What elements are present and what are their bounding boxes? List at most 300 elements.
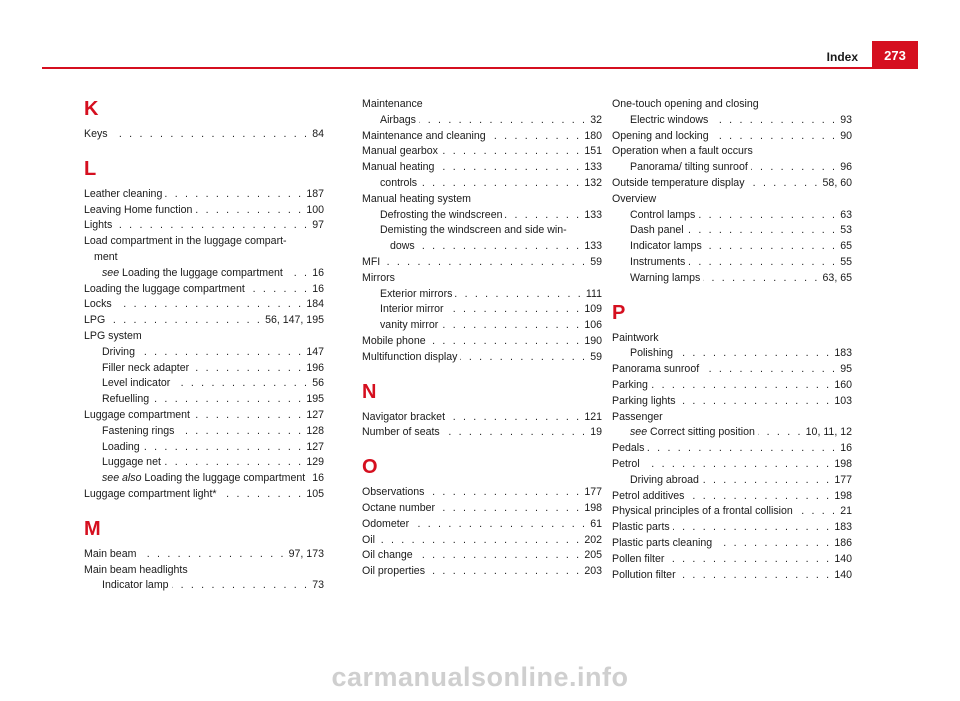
page-reference[interactable]: 183 <box>834 347 852 360</box>
index-entry[interactable] <box>612 552 852 568</box>
dot-leader <box>164 455 303 471</box>
index-subentry[interactable] <box>612 271 852 287</box>
entry-text: Parking lights <box>612 394 676 407</box>
index-subentry[interactable] <box>612 473 852 489</box>
index-entry[interactable] <box>612 504 852 520</box>
index-subentry[interactable] <box>84 392 324 408</box>
page-reference[interactable]: 58, 60 <box>822 176 852 189</box>
entry-text: Level indicator <box>102 377 171 390</box>
page-reference[interactable]: 121 <box>584 410 602 423</box>
page-reference[interactable]: 96 <box>840 161 852 174</box>
index-entry[interactable] <box>612 394 852 410</box>
entry-label <box>84 313 105 329</box>
index-subentry[interactable] <box>84 455 324 471</box>
entry-text: LPG <box>84 314 106 327</box>
entry-text: Observations <box>362 486 425 499</box>
index-subentry[interactable] <box>362 176 602 192</box>
entry-label <box>362 160 434 176</box>
page-reference[interactable]: 198 <box>584 501 602 514</box>
dot-leader <box>428 564 581 580</box>
entry-label <box>362 129 486 145</box>
index-heading: LPG system <box>84 329 142 342</box>
dot-leader <box>702 362 837 378</box>
entry-text: Electric windows <box>630 113 709 126</box>
entry-text: Manual heating <box>362 161 435 174</box>
index-subentry[interactable] <box>84 578 324 594</box>
entry-text: Keys <box>84 128 108 140</box>
page-reference[interactable]: 186 <box>834 536 852 549</box>
page-reference[interactable]: 203 <box>584 565 602 578</box>
index-entry[interactable] <box>612 378 852 394</box>
page-reference[interactable]: 109 <box>584 303 602 316</box>
dot-leader <box>177 424 303 440</box>
entry-label <box>84 282 245 298</box>
entry-label <box>102 578 169 594</box>
page-reference[interactable]: 133 <box>584 240 602 253</box>
entry-text: Navigator bracket <box>362 410 446 423</box>
page-reference[interactable]: 160 <box>834 378 852 391</box>
entry-label <box>362 564 425 580</box>
section-letter: N <box>362 380 377 403</box>
index-subentry[interactable] <box>84 345 324 361</box>
page-reference[interactable]: 106 <box>584 319 602 332</box>
index-subentry[interactable] <box>362 113 602 129</box>
dot-leader <box>702 473 831 489</box>
entry-text: Opening and locking <box>612 129 709 142</box>
index-entry[interactable] <box>612 457 852 473</box>
dot-leader <box>448 410 581 426</box>
page-reference[interactable]: 127 <box>306 440 324 453</box>
page-reference[interactable]: 100 <box>306 203 324 216</box>
entry-text: Petrol <box>612 457 640 470</box>
entry-label <box>612 552 664 568</box>
index-entry[interactable] <box>362 485 602 501</box>
entry-label <box>362 410 445 426</box>
index-entry[interactable] <box>84 313 324 329</box>
page-reference[interactable]: 151 <box>584 145 602 158</box>
index-subentry[interactable] <box>84 266 324 282</box>
page-reference[interactable]: 111 <box>585 287 602 300</box>
entry-text: Interior mirror <box>380 303 444 316</box>
page-header-title: Index <box>826 50 858 64</box>
dot-leader <box>138 345 303 361</box>
entry-text: Driving abroad <box>630 473 699 486</box>
dot-leader <box>143 440 304 456</box>
page-reference[interactable]: 133 <box>584 208 602 221</box>
entry-label <box>630 255 685 271</box>
entry-text: Oil change <box>362 549 413 562</box>
page-reference[interactable]: 55 <box>840 255 852 268</box>
page-reference[interactable]: 140 <box>834 552 852 565</box>
dot-leader <box>715 536 831 552</box>
index-subentry[interactable] <box>362 239 602 255</box>
entry-text: Leaving Home function <box>84 203 193 216</box>
page-reference[interactable]: 105 <box>306 487 324 500</box>
entry-text: Luggage compartment <box>84 408 191 421</box>
index-subentry[interactable] <box>612 346 852 362</box>
dot-leader <box>172 578 310 594</box>
cross-reference-prefix: see <box>630 426 648 439</box>
entry-text: Panorama/ tilting sunroof <box>630 161 748 174</box>
index-entry[interactable] <box>612 176 852 192</box>
index-entry[interactable] <box>84 203 324 219</box>
dot-leader <box>383 255 587 271</box>
entry-label <box>102 440 140 456</box>
dot-leader <box>460 350 587 366</box>
entry-text: Correct sitting position <box>650 426 755 439</box>
index-entry[interactable] <box>84 547 324 563</box>
index-entry[interactable] <box>362 517 602 533</box>
index-entry[interactable] <box>84 187 324 203</box>
page-reference[interactable]: 16 <box>840 442 852 455</box>
entry-label <box>612 394 676 410</box>
entry-label <box>362 144 438 160</box>
entry-label <box>612 520 670 536</box>
page-reference[interactable]: 59 <box>590 350 602 363</box>
page-reference[interactable]: 127 <box>306 408 324 421</box>
entry-label <box>630 113 708 129</box>
entry-text: Plastic parts cleaning <box>612 536 713 549</box>
index-entry[interactable] <box>612 129 852 145</box>
dot-leader <box>698 208 837 224</box>
index-subentry[interactable] <box>84 376 324 392</box>
page-number-badge: 273 <box>872 41 918 69</box>
dot-leader <box>378 533 581 549</box>
entry-label <box>102 424 174 440</box>
page-reference[interactable]: 56 <box>312 377 324 390</box>
entry-label <box>630 346 673 362</box>
entry-label <box>612 489 684 505</box>
dot-leader <box>455 287 582 303</box>
entry-label <box>84 297 112 313</box>
dot-leader <box>711 113 837 129</box>
entry-label <box>612 441 644 457</box>
index-entry[interactable] <box>362 129 602 145</box>
header-rule <box>42 67 876 69</box>
page-reference[interactable]: 184 <box>306 298 324 311</box>
index-subentry[interactable] <box>362 287 602 303</box>
page-reference[interactable]: 133 <box>584 161 602 174</box>
entry-text: Pollen filter <box>612 552 665 565</box>
dot-leader <box>173 376 309 392</box>
page-reference[interactable]: 187 <box>306 187 324 200</box>
page-reference[interactable]: 195 <box>306 393 324 406</box>
page-reference[interactable]: 61 <box>590 517 602 530</box>
index-subentry[interactable] <box>84 424 324 440</box>
dot-leader <box>705 239 837 255</box>
entry-label <box>362 255 380 271</box>
index-heading: Load compartment in the luggage compart- <box>84 235 287 248</box>
entry-text: Octane number <box>362 501 436 514</box>
page-reference[interactable]: 63, 65 <box>822 271 852 284</box>
index-entry[interactable] <box>612 489 852 505</box>
index-subentry[interactable] <box>362 302 602 318</box>
index-entry[interactable] <box>362 548 602 564</box>
dot-leader <box>703 271 819 287</box>
page-reference[interactable]: 63 <box>840 208 852 221</box>
page-reference[interactable]: 32 <box>590 113 602 126</box>
entry-text: Odometer <box>362 517 410 530</box>
page-reference[interactable]: 90 <box>840 129 852 142</box>
entry-label <box>362 425 440 441</box>
index-column-3 <box>612 97 852 583</box>
dot-leader <box>676 346 831 362</box>
dot-leader <box>115 297 304 313</box>
entry-text: Pedals <box>612 442 645 455</box>
entry-label <box>380 318 438 334</box>
page-reference[interactable]: 16 <box>312 282 324 295</box>
section-letter: O <box>362 456 378 479</box>
entry-text: Parking <box>612 378 648 391</box>
index-entry[interactable] <box>362 334 602 350</box>
entry-label <box>380 113 416 129</box>
dot-leader <box>438 501 581 517</box>
index-entry[interactable] <box>362 425 602 441</box>
entry-label <box>84 187 162 203</box>
entry-text: Luggage net <box>102 456 161 469</box>
dot-leader <box>220 487 304 503</box>
entry-text: Outside temperature display <box>612 176 745 189</box>
watermark: carmanualsonline.info <box>331 662 629 692</box>
index-subentry[interactable] <box>612 223 852 239</box>
dot-leader <box>443 425 587 441</box>
cross-reference-prefix: see <box>102 266 120 279</box>
section-letter: M <box>84 517 101 540</box>
index-entry[interactable] <box>612 568 852 584</box>
dot-leader <box>447 302 582 318</box>
entry-text: Loading the luggage compartment <box>84 282 245 295</box>
dot-leader <box>111 127 310 143</box>
index-entry[interactable] <box>84 282 324 298</box>
page-reference[interactable]: 205 <box>584 549 602 562</box>
index-entry[interactable] <box>362 350 602 366</box>
index-heading: Maintenance <box>362 98 423 110</box>
entry-text: Oil properties <box>362 565 425 578</box>
dot-leader <box>248 282 309 298</box>
index-subentry[interactable] <box>612 160 852 176</box>
page-reference[interactable]: 128 <box>306 424 324 437</box>
page-reference[interactable]: 140 <box>834 568 852 581</box>
page-reference[interactable]: 73 <box>312 579 324 592</box>
entry-text: MFI <box>362 255 381 268</box>
entry-label <box>380 208 502 224</box>
index-entry[interactable] <box>84 408 324 424</box>
entry-label <box>102 471 305 487</box>
index-entry[interactable] <box>84 487 324 503</box>
section-letter: P <box>612 301 626 324</box>
page-reference[interactable]: 16 <box>312 266 324 279</box>
dot-leader <box>673 520 832 536</box>
dot-leader <box>152 392 303 408</box>
index-entry[interactable] <box>362 564 602 580</box>
page-reference[interactable]: 19 <box>590 426 602 439</box>
entry-label <box>362 548 413 564</box>
page-reference[interactable]: 129 <box>306 456 324 469</box>
page-reference[interactable]: 93 <box>840 113 852 126</box>
index-heading: Main beam headlights <box>84 563 188 576</box>
index-entry[interactable] <box>362 501 602 517</box>
entry-text: Refuelling <box>102 393 150 406</box>
page-reference[interactable]: 198 <box>834 489 852 502</box>
entry-text: Main beam <box>84 547 137 560</box>
index-heading: Operation when a fault occurs <box>612 145 753 158</box>
entry-text: Petrol additives <box>612 489 685 502</box>
dot-leader <box>416 548 582 564</box>
entry-text: Luggage compartment light* <box>84 487 217 500</box>
entry-text: Oil <box>362 533 375 546</box>
page-reference[interactable]: 10, 11, 12 <box>805 426 852 439</box>
index-entry[interactable] <box>612 362 852 378</box>
entry-label <box>390 239 415 255</box>
page-reference[interactable]: 103 <box>834 394 852 407</box>
dot-leader <box>195 203 303 219</box>
index-entry[interactable] <box>84 218 324 234</box>
page-reference[interactable]: 95 <box>840 363 852 376</box>
entry-label <box>630 160 748 176</box>
page-reference[interactable]: 84 <box>312 128 324 140</box>
index-entry[interactable] <box>362 144 602 160</box>
entry-text: vanity mirror <box>380 319 439 332</box>
page-reference[interactable]: 97, 173 <box>288 547 324 560</box>
dot-leader <box>505 208 581 224</box>
dot-leader <box>429 334 582 350</box>
entry-label <box>102 361 189 377</box>
dot-leader <box>165 187 303 203</box>
entry-text: Leather cleaning <box>84 187 163 200</box>
entry-label <box>362 334 426 350</box>
dot-leader <box>286 266 309 282</box>
entry-text: Control lamps <box>630 208 696 221</box>
dot-leader <box>712 129 838 145</box>
page-reference[interactable]: 147 <box>306 345 324 358</box>
entry-label <box>84 218 112 234</box>
dot-leader <box>193 408 303 424</box>
dot-leader <box>420 176 581 192</box>
dot-leader <box>115 218 309 234</box>
entry-text: Indicator lamp <box>102 579 169 592</box>
page-reference[interactable]: 180 <box>584 129 602 142</box>
page-reference[interactable]: 196 <box>306 361 324 374</box>
entry-label <box>102 392 149 408</box>
entry-label <box>612 457 640 473</box>
page-reference[interactable]: 190 <box>584 334 602 347</box>
page-reference[interactable]: 132 <box>584 176 602 189</box>
entry-label <box>362 350 457 366</box>
dot-leader <box>688 255 837 271</box>
entry-text: Defrosting the windscreen <box>380 208 503 221</box>
cross-reference-prefix: see also <box>102 472 142 485</box>
dot-leader <box>647 441 837 457</box>
entry-text: Number of seats <box>362 426 440 439</box>
index-entry[interactable] <box>84 297 324 313</box>
entry-label <box>84 127 108 143</box>
index-subentry[interactable] <box>84 440 324 456</box>
entry-text: Instruments <box>630 255 686 268</box>
page-reference[interactable]: 202 <box>584 533 602 546</box>
index-subentry[interactable] <box>362 318 602 334</box>
dot-leader <box>441 144 581 160</box>
dot-leader <box>108 313 262 329</box>
index-heading-continuation: ment <box>94 250 118 263</box>
page-reference[interactable]: 59 <box>590 255 602 268</box>
index-subentry[interactable] <box>612 208 852 224</box>
entry-label <box>630 473 699 489</box>
index-entry[interactable] <box>362 160 602 176</box>
index-subentry[interactable] <box>84 471 324 487</box>
page-reference[interactable]: 21 <box>840 505 852 518</box>
index-subentry[interactable] <box>612 239 852 255</box>
entry-text: Indicator lamps <box>630 240 702 253</box>
page-reference[interactable]: 65 <box>840 240 852 253</box>
dot-leader <box>748 176 820 192</box>
entry-text: Loading the luggage compartment <box>144 472 306 485</box>
index-heading: Manual heating system <box>362 192 471 205</box>
page-reference[interactable]: 183 <box>834 521 852 534</box>
entry-label <box>630 208 695 224</box>
index-heading: Paintwork <box>612 331 659 344</box>
index-heading: Demisting the windscreen and side win- <box>380 224 567 237</box>
dot-leader <box>679 568 832 584</box>
entry-label <box>102 266 283 282</box>
entry-label <box>630 271 700 287</box>
entry-label <box>362 485 424 501</box>
entry-label <box>630 223 684 239</box>
dot-leader <box>643 457 832 473</box>
index-entry[interactable] <box>612 520 852 536</box>
entry-text: Physical principles of a frontal collision <box>612 505 793 518</box>
dot-leader <box>687 489 831 505</box>
page-reference[interactable]: 177 <box>834 473 852 486</box>
entry-text: Polishing <box>630 347 673 360</box>
dot-leader <box>751 160 837 176</box>
index-subentry[interactable] <box>612 113 852 129</box>
index-subentry[interactable] <box>84 361 324 377</box>
entry-label <box>362 533 375 549</box>
page-reference[interactable]: 177 <box>584 486 602 499</box>
dot-leader <box>667 552 831 568</box>
page-reference[interactable]: 97 <box>312 219 324 232</box>
index-entry[interactable] <box>612 536 852 552</box>
dot-leader <box>139 547 285 563</box>
entry-label <box>612 129 709 145</box>
index-heading: One-touch opening and closing <box>612 98 759 110</box>
index-entry[interactable] <box>612 441 852 457</box>
entry-text: dows <box>390 240 415 253</box>
entry-text: Panorama sunroof <box>612 363 700 376</box>
index-entry[interactable] <box>362 410 602 426</box>
index-subentry[interactable] <box>362 208 602 224</box>
index-entry[interactable] <box>84 127 324 143</box>
entry-label <box>630 239 702 255</box>
index-subentry[interactable] <box>612 255 852 271</box>
index-subentry[interactable] <box>612 425 852 441</box>
entry-label <box>84 408 190 424</box>
entry-text: Pollution filter <box>612 568 676 581</box>
page-reference[interactable]: 198 <box>834 457 852 470</box>
page-reference[interactable]: 53 <box>840 224 852 237</box>
entry-text: Loading the luggage compartment <box>122 266 283 279</box>
page-reference[interactable]: 16 <box>312 472 324 485</box>
entry-label <box>84 203 192 219</box>
page-reference[interactable]: 56, 147, 195 <box>265 314 324 327</box>
index-entry[interactable] <box>362 533 602 549</box>
dot-leader <box>192 361 303 377</box>
dot-leader <box>418 239 582 255</box>
index-entry[interactable] <box>362 255 602 271</box>
section-letter: K <box>84 98 99 120</box>
dot-leader <box>441 318 581 334</box>
index-column-1 <box>84 97 324 594</box>
